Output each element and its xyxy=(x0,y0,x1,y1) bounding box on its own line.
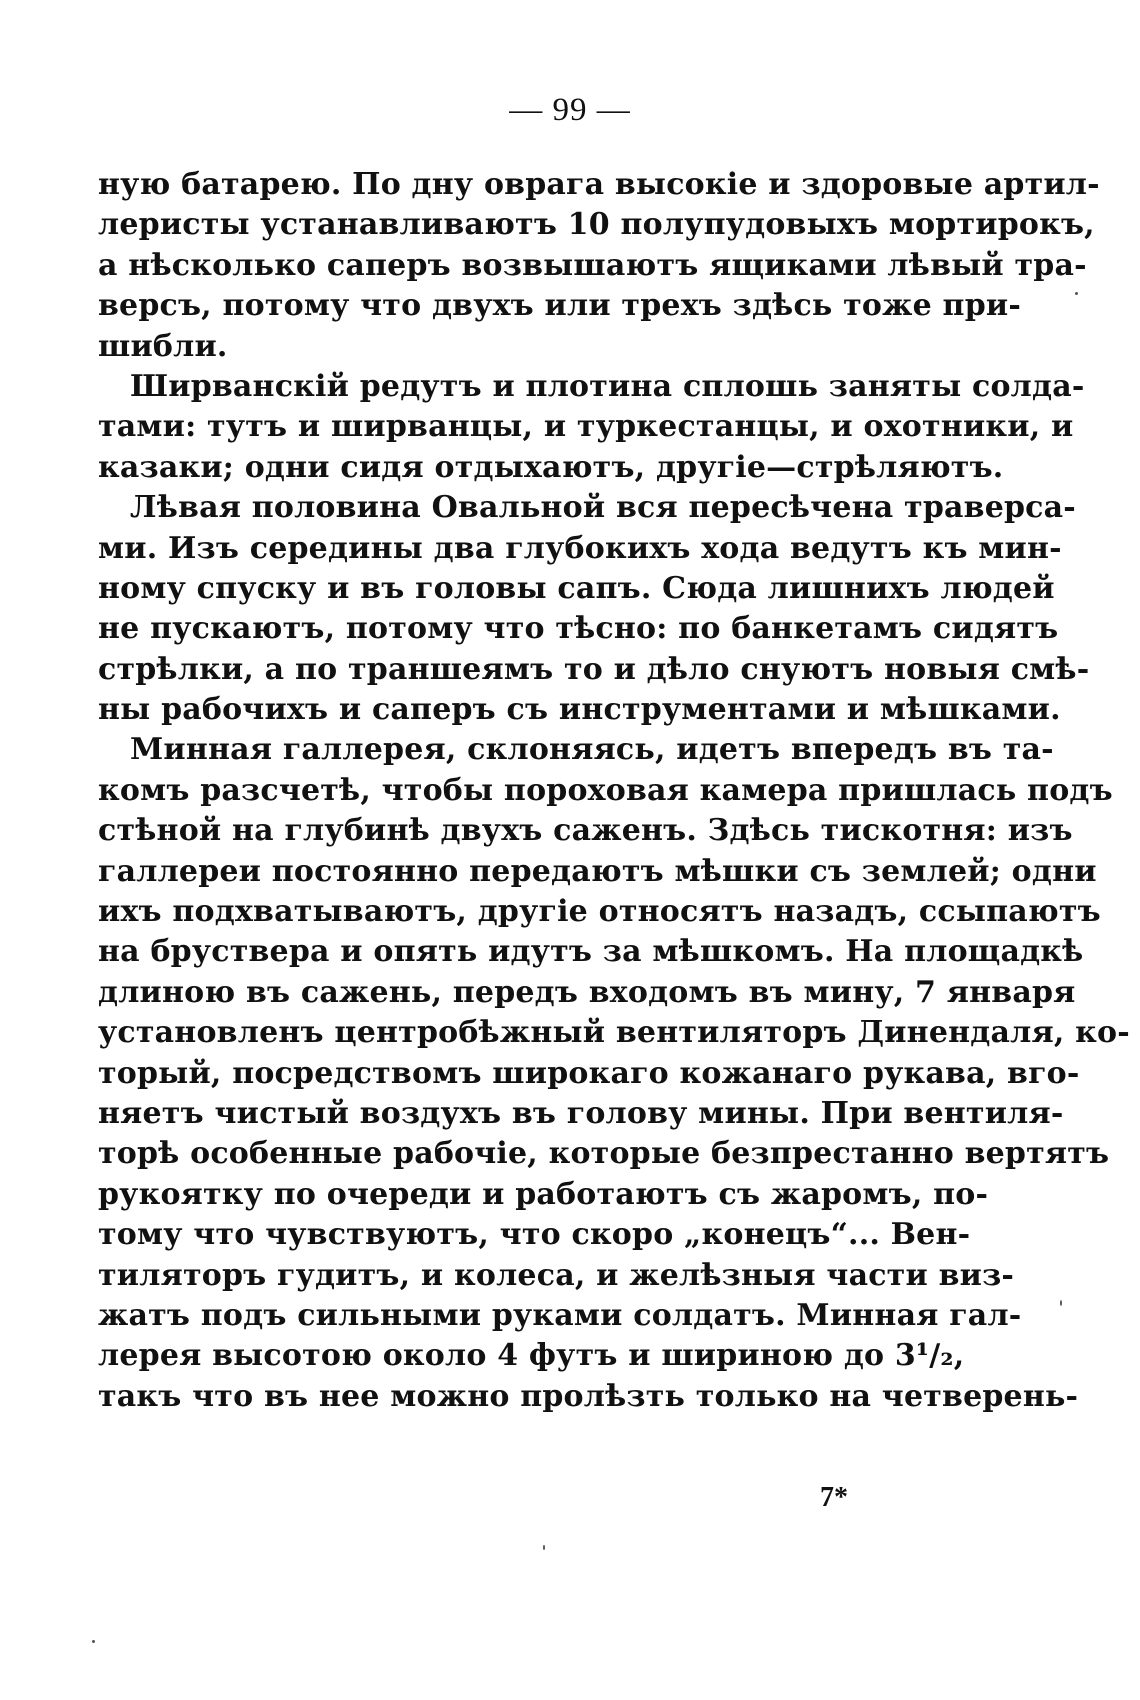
text-line: жатъ подъ сильными руками солдатъ. Минная гал- xyxy=(98,1297,1022,1333)
body-text xyxy=(98,165,1130,1417)
paper-speck xyxy=(1060,1300,1062,1306)
text-line: казаки; одни сидя отдыхаютъ, другіе—стрѣляютъ. xyxy=(98,449,1004,485)
text-line: такъ что въ нее можно пролѣзть только на четверень- xyxy=(98,1378,1079,1414)
paragraph-start-line: Ширванскій редутъ и плотина сплошь заняты солда- xyxy=(130,368,1085,404)
text-line: рукоятку по очереди и работаютъ съ жаромъ, по- xyxy=(98,1176,989,1212)
text-line: комъ разсчетѣ, чтобы пороховая камера пришлась подъ xyxy=(98,772,1113,808)
text-line: тому что чувствуютъ, что скоро „конецъ“... Вен- xyxy=(98,1217,971,1253)
text-line: длиною въ сажень, передъ входомъ въ мину, 7 января xyxy=(98,974,1076,1010)
text-line: ми. Изъ середины два глубокихъ хода ведутъ къ мин- xyxy=(98,530,1062,566)
text-line: леристы устанавливаютъ 10 полупудовыхъ мортирокъ, xyxy=(98,207,1095,243)
paragraph-start-line: Минная галлерея, склоняясь, идетъ впередъ въ та- xyxy=(130,732,1054,768)
text-line: ную батарею. По дну оврага высокіе и здоровые артил- xyxy=(98,167,1100,202)
text-line: версъ, потому что двухъ или трехъ здѣсь тоже при- xyxy=(98,288,1021,324)
text-line: не пускаютъ, потому что тѣсно: по банкетамъ сидятъ xyxy=(98,611,1059,647)
paragraph-start-line: Лѣвая половина Овальной вся пересѣчена траверса- xyxy=(130,490,1076,526)
text-line: торѣ особенные рабочіе, которые безпрестанно вертятъ xyxy=(98,1136,1110,1172)
page-number: — 99 — xyxy=(509,92,631,128)
text-line: ному спуску и въ головы сапъ. Сюда лишнихъ людей xyxy=(98,570,1055,606)
text-line: тиляторъ гудитъ, и колеса, и желѣзныя части виз- xyxy=(98,1257,1015,1293)
printer-signature-mark: 7* xyxy=(820,1482,848,1513)
text-line: тами: тутъ и ширванцы, и туркестанцы, и охотники, и xyxy=(98,409,1074,445)
text-line: лерея высотою около 4 футъ и шириною до 3¹/₂, xyxy=(98,1338,965,1374)
text-line: шибли. xyxy=(98,328,228,364)
text-line: галлереи постоянно передаютъ мѣшки съ землей; одни xyxy=(98,853,1097,889)
text-line: на бруствера и опять идутъ за мѣшкомъ. На площадкѣ xyxy=(98,934,1084,970)
text-line: ихъ подхватываютъ, другіе относятъ назадъ, ссыпаютъ xyxy=(98,894,1101,930)
text-line: торый, посредствомъ широкаго кожанаго рукава, вго- xyxy=(98,1055,1080,1091)
text-line: ны рабочихъ и саперъ съ инструментами и мѣшками. xyxy=(98,692,1061,728)
text-line: стрѣлки, а по траншеямъ то и дѣло снуютъ новыя смѣ- xyxy=(98,651,1090,687)
text-line: установленъ центробѣжный вентиляторъ Динендаля, ко- xyxy=(98,1015,1130,1051)
paper-speck xyxy=(1075,292,1078,295)
text-line: а нѣсколько саперъ возвышаютъ ящиками лѣвый тра- xyxy=(98,247,1087,283)
paper-speck xyxy=(92,1640,95,1643)
paper-speck xyxy=(543,1545,545,1550)
text-line: стѣной на глубинѣ двухъ саженъ. Здѣсь тискотня: изъ xyxy=(98,813,1073,849)
text-line: няетъ чистый воздухъ въ голову мины. При вентиля- xyxy=(98,1095,1064,1131)
